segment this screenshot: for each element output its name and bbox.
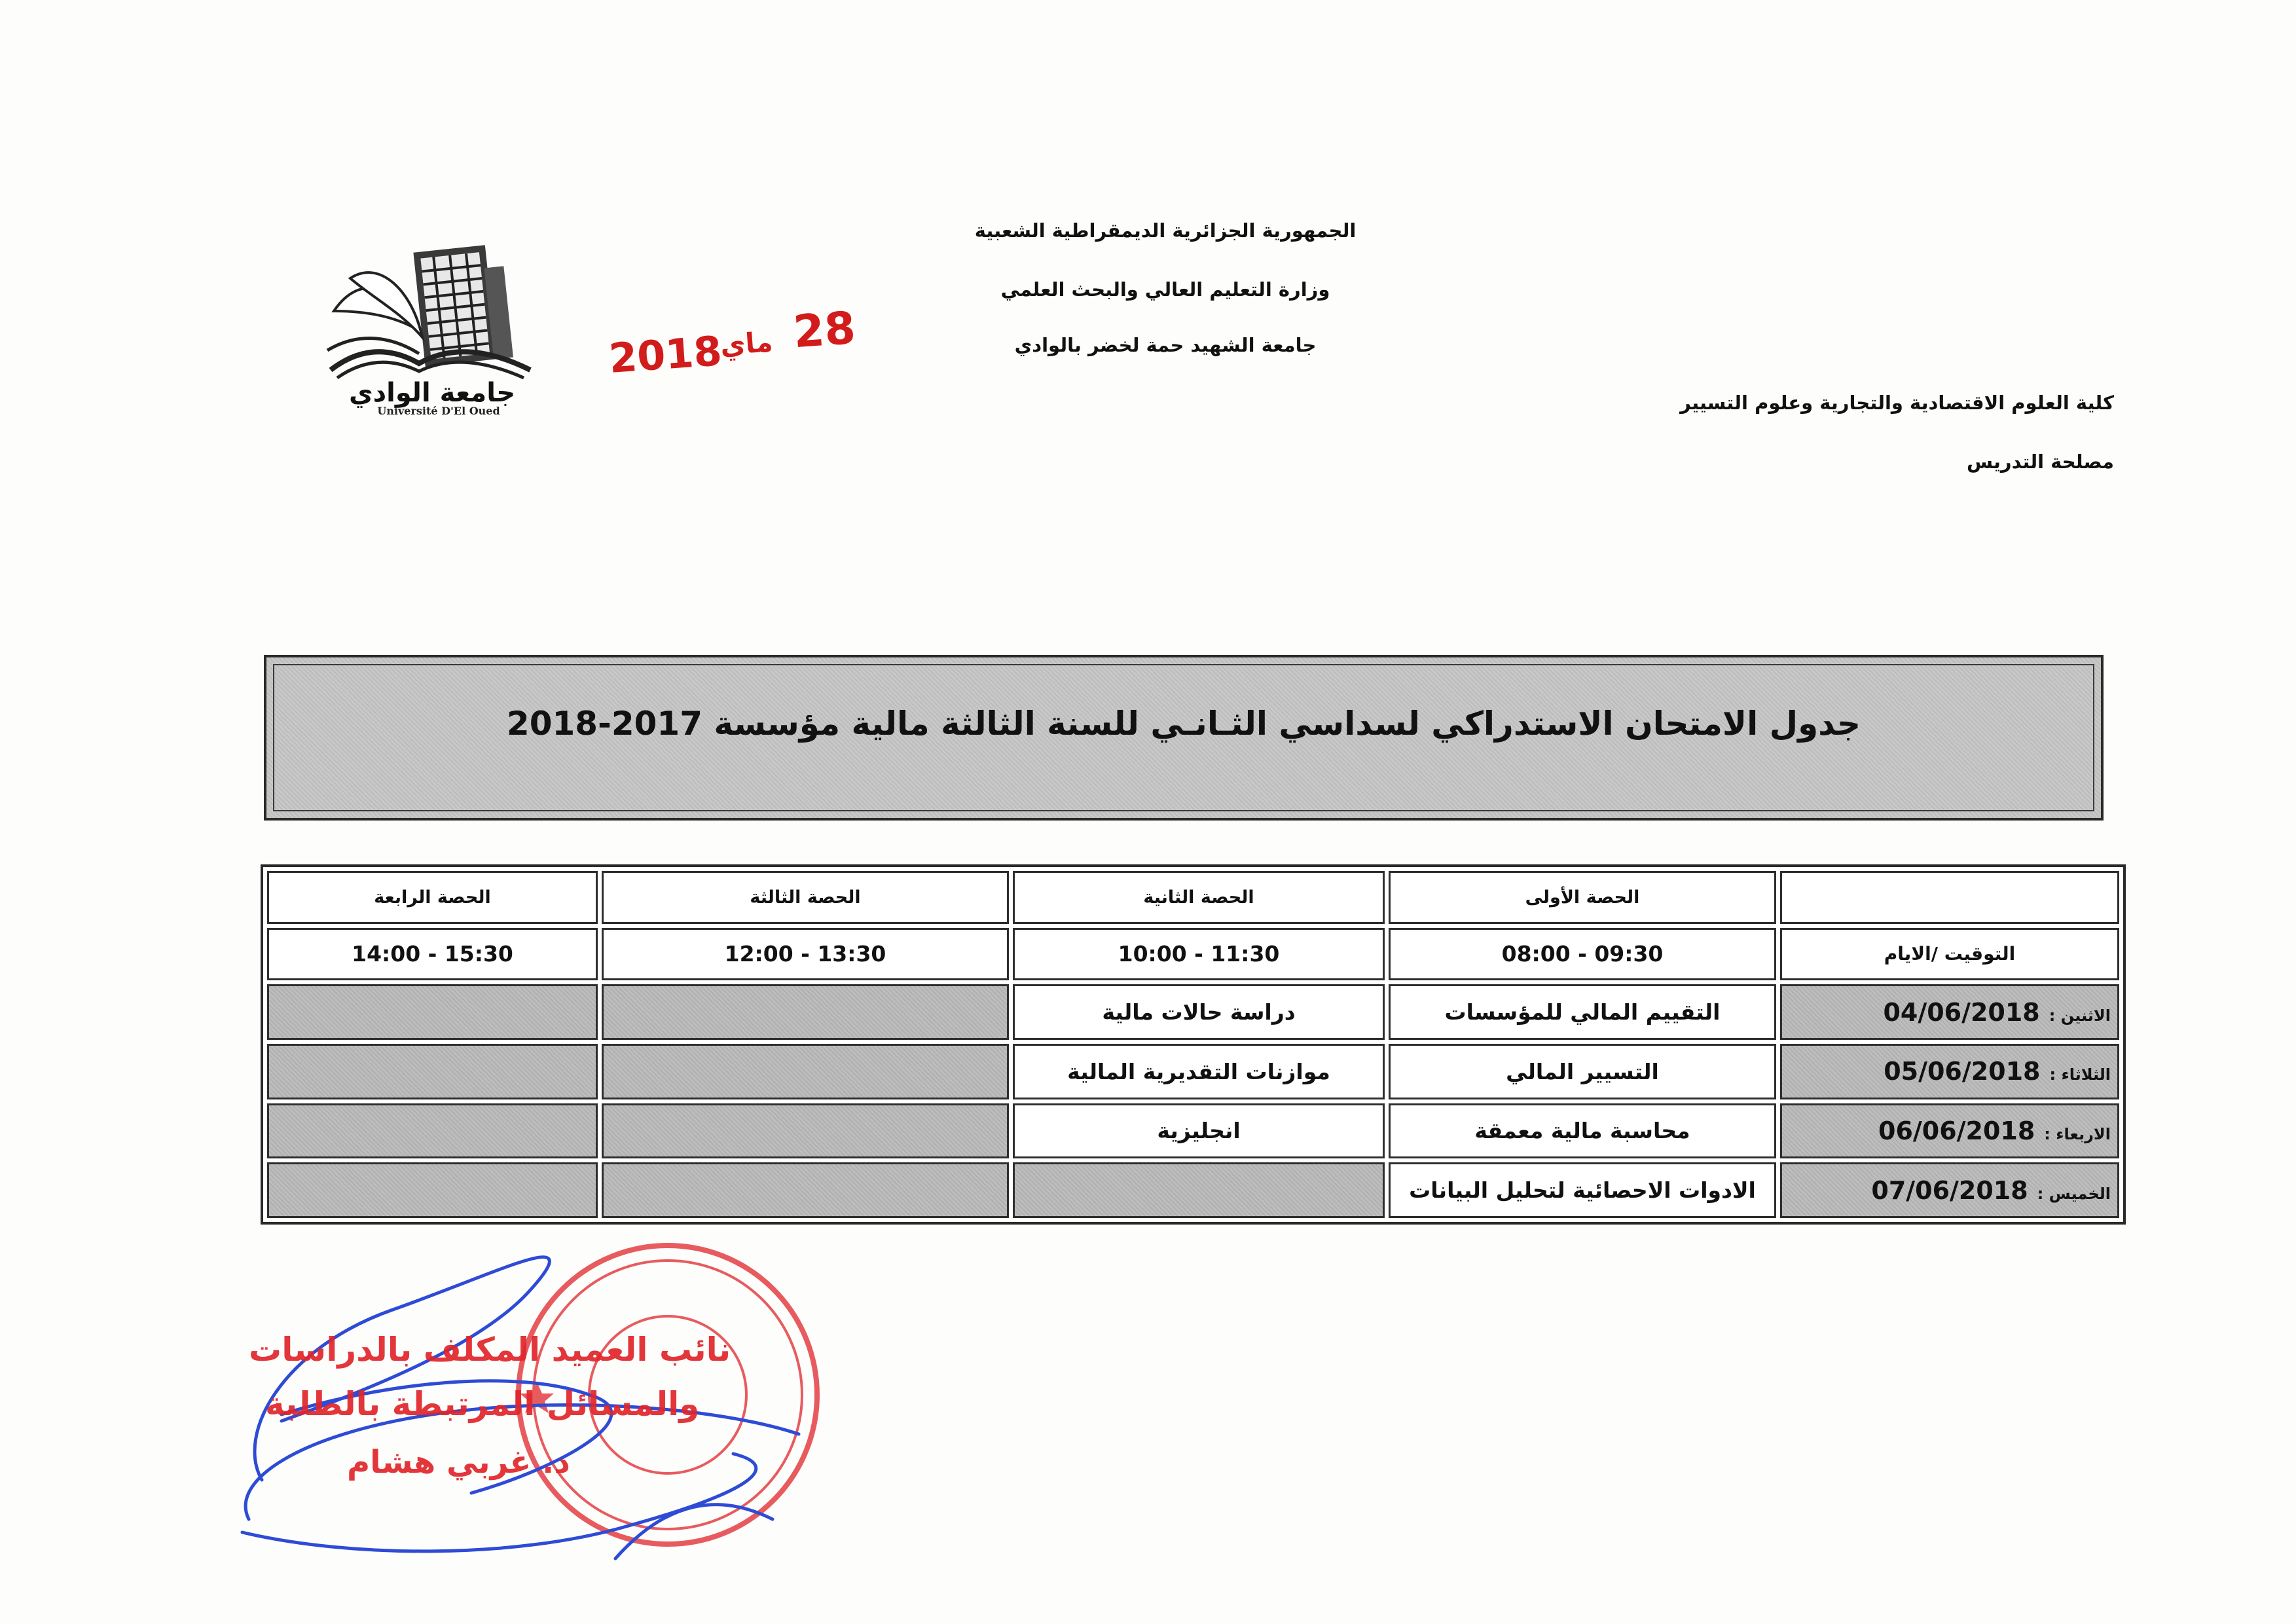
university-line: جامعة الشهيد حمة لخضر بالوادي (1014, 334, 1317, 356)
session-1-label: الحصة الأولى (1389, 871, 1776, 924)
day-cell (1780, 1103, 2119, 1159)
faculty-line: كلية العلوم الاقتصادية والتجارية وعلوم التسيير (1680, 392, 2114, 414)
schedule-title: جدول الامتحان الاستدراكي لسداسي الثـانـي للسنة الثالثة مالية مؤسسة 2017-2018 (506, 705, 1861, 743)
table-row (267, 984, 2119, 1040)
session-1-time-text: 08:00 - 09:30 (1501, 941, 1664, 967)
signatory-title-line1: نائب العميد المكلف بالدراسات (249, 1331, 731, 1369)
university-logo (321, 232, 543, 413)
day-date: 04/06/2018 (1883, 997, 2040, 1027)
session-3-time-text: 12:00 - 13:30 (724, 941, 886, 967)
empty-cell (267, 1044, 598, 1099)
exam-cell: دراسة حالات مالية (1013, 984, 1385, 1040)
empty-cell (602, 1103, 1009, 1159)
day-date: 06/06/2018 (1878, 1116, 2035, 1145)
empty-cell (602, 984, 1009, 1040)
empty-cell (267, 984, 598, 1040)
handwritten-day: 28 (792, 302, 858, 359)
empty-cell (267, 1162, 598, 1218)
day-cell (1780, 1044, 2119, 1099)
day-name: الثلاثاء : (2049, 1065, 2111, 1084)
republic-line: الجمهورية الجزائرية الديمقراطية الشعبية (974, 219, 1357, 242)
exam-cell: انجليزية (1013, 1103, 1385, 1159)
table-row (267, 1103, 2119, 1159)
exam-cell: الادوات الاحصائية لتحليل البيانات (1389, 1162, 1776, 1218)
signatory-title-line2: والمسائل المرتبطة بالطلبة (265, 1385, 700, 1423)
session-1-time (1389, 928, 1776, 981)
day-cell (1780, 1162, 2119, 1218)
day-name: الاثنين : (2049, 1006, 2111, 1025)
handwritten-month: ماي (719, 325, 774, 361)
ministry-line: وزارة التعليم العالي والبحث العلمي (1000, 278, 1330, 301)
sessions-header-row (267, 871, 2119, 924)
empty-cell (602, 1044, 1009, 1099)
title-band (264, 655, 2104, 821)
session-4-time (267, 928, 598, 981)
session-2-time (1013, 928, 1385, 981)
times-row (267, 928, 2119, 981)
day-date: 07/06/2018 (1871, 1175, 2028, 1205)
empty-cell (267, 1103, 598, 1159)
day-name: الخميس : (2037, 1184, 2111, 1203)
day-date: 05/06/2018 (1884, 1057, 2041, 1086)
session-3-label: الحصة الثالثة (602, 871, 1009, 924)
handwritten-year: 2018 (607, 327, 723, 382)
empty-cell (1013, 1162, 1385, 1218)
empty-cell (602, 1162, 1009, 1218)
corner-cell-top (1780, 871, 2119, 924)
table-row (267, 1044, 2119, 1099)
exam-cell: موازنات التقديرية المالية (1013, 1044, 1385, 1099)
exam-cell: محاسبة مالية معمقة (1389, 1103, 1776, 1159)
session-2-time-text: 10:00 - 11:30 (1118, 941, 1280, 967)
department-line: مصلحة التدريس (1967, 451, 2114, 473)
logo-latin-name: Université D'El Oued (377, 405, 500, 417)
session-2-label: الحصة الثانية (1013, 871, 1385, 924)
session-4-label: الحصة الرابعة (267, 871, 598, 924)
signatory-name: د. غربي هشام (347, 1444, 570, 1481)
session-3-time (602, 928, 1009, 981)
day-cell (1780, 984, 2119, 1040)
exam-cell: التسيير المالي (1389, 1044, 1776, 1099)
exam-schedule-table (261, 864, 2126, 1225)
table-row (267, 1162, 2119, 1218)
session-4-time-text: 14:00 - 15:30 (352, 941, 513, 967)
corner-label: التوقيت /الايام (1780, 928, 2119, 981)
exam-cell: التقييم المالي للمؤسسات (1389, 984, 1776, 1040)
day-name: الاربعاء : (2044, 1124, 2111, 1143)
logo-arabic-name: جامعة الوادي (348, 378, 516, 408)
